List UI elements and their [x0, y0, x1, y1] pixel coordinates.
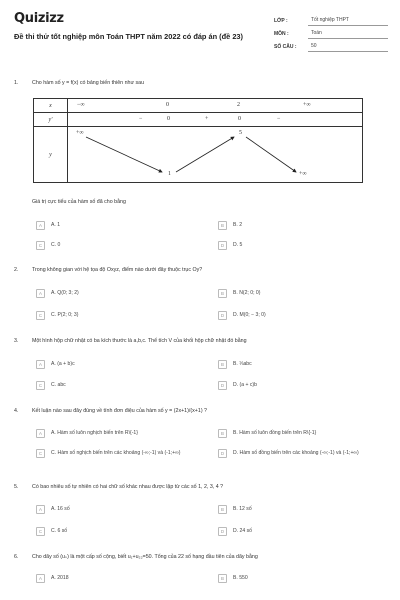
meta-key: SỐ CÂU : [274, 44, 297, 50]
option-text: B. N(2; 0; 0) [233, 290, 261, 296]
yprime-label: y' [34, 113, 68, 127]
option-box: B [218, 429, 227, 438]
option-c[interactable] [36, 242, 60, 250]
option-box: A [36, 360, 45, 369]
option-text: A. 2018 [51, 575, 69, 581]
x-label: x [34, 99, 68, 113]
option-b[interactable] [218, 361, 252, 369]
meta-value: 50 [308, 43, 388, 52]
meta-row-subject [274, 26, 388, 39]
option-c[interactable] [36, 450, 206, 458]
option-text: A. Hàm số luôn nghịch biến trên R\{-1} [51, 430, 138, 436]
meta-key: MÔN : [274, 31, 289, 37]
option-a[interactable] [36, 290, 79, 298]
variation-arrows [68, 127, 365, 184]
question-text: Một hình hộp chữ nhật có ba kích thước là a,b,c. Thể tích V của khối hộp chữ nhật đó bằng [32, 338, 247, 344]
question-text: Cho hàm số y = f(x) có bảng biến thiên như sau [32, 80, 145, 86]
option-box: B [218, 289, 227, 298]
meta-panel [274, 13, 388, 52]
option-a[interactable] [36, 506, 70, 514]
option-text: D. 24 số [233, 528, 252, 534]
option-box: A [36, 429, 45, 438]
arrow-down [86, 137, 162, 172]
option-a[interactable] [36, 361, 75, 369]
option-text: B. ⅓abc [233, 361, 252, 367]
quizizz-logo: Quizizz [14, 11, 64, 26]
option-c[interactable] [36, 528, 67, 536]
option-c[interactable] [36, 312, 78, 320]
meta-value: Toán [308, 30, 388, 39]
meta-row-class [274, 13, 388, 26]
y-value: 1 [168, 171, 171, 177]
option-box: D [218, 311, 227, 320]
question-number: 4. [14, 408, 19, 414]
x-value: 2 [237, 102, 240, 108]
option-box: B [218, 505, 227, 514]
meta-key: LỚP : [274, 18, 288, 24]
arrow-up [176, 137, 234, 172]
option-a[interactable] [36, 575, 69, 583]
sign: 0 [167, 116, 170, 122]
option-box: A [36, 289, 45, 298]
option-box: C [36, 527, 45, 536]
option-text: C. abc [51, 382, 66, 388]
option-box: A [36, 221, 45, 230]
option-text: D. (a + c)b [233, 382, 257, 388]
option-box: C [36, 449, 45, 458]
option-text: B. 12 số [233, 506, 252, 512]
sign: − [139, 116, 143, 122]
option-box: D [218, 381, 227, 390]
option-text: C. P(2; 0; 3) [51, 312, 79, 318]
question-number: 5. [14, 484, 19, 490]
sign: + [205, 116, 209, 122]
option-text: C. 6 số [51, 528, 68, 534]
option-text: B. 2 [233, 222, 243, 228]
option-text: A. (a + b)c [51, 361, 75, 367]
option-text: B. 550 [233, 575, 248, 581]
option-b[interactable] [218, 506, 252, 514]
option-box: A [36, 574, 45, 583]
meta-row-count [274, 39, 388, 52]
option-text: C. Hàm số nghịch biến trên các khoảng (-∞;-1) và (-1;+∞) [51, 450, 181, 456]
option-a[interactable] [36, 430, 138, 438]
question-number: 3. [14, 338, 19, 344]
option-text: A. 1 [51, 222, 61, 228]
option-box: B [218, 574, 227, 583]
question-text: Cho dãy số (uₙ) là một cấp số cộng, biết u₁+u₂₂=50. Tổng của 22 số hạng đầu tiên của dãy bằng [32, 554, 258, 560]
option-d[interactable] [218, 312, 266, 320]
question-number: 2. [14, 267, 19, 273]
option-d[interactable] [218, 382, 257, 390]
meta-value: Tốt nghiệp THPT [308, 17, 388, 26]
option-box: C [36, 381, 45, 390]
option-a[interactable] [36, 222, 60, 230]
sign: − [277, 116, 281, 122]
option-box: B [218, 360, 227, 369]
x-value: 0 [166, 102, 169, 108]
sign: 0 [238, 116, 241, 122]
option-box: D [218, 527, 227, 536]
option-box: C [36, 311, 45, 320]
question-number: 6. [14, 554, 19, 560]
y-value: +∞ [76, 130, 84, 136]
option-text: D. M(0; − 3; 0) [233, 312, 266, 318]
x-value: −∞ [77, 102, 85, 108]
option-text: C. 0 [51, 242, 61, 248]
option-b[interactable] [218, 290, 260, 298]
y-label: y [34, 127, 68, 183]
option-text: B. Hàm số luôn đồng biến trên R\{-1} [233, 430, 317, 436]
option-d[interactable] [218, 528, 252, 536]
option-b[interactable] [218, 575, 248, 583]
option-box: C [36, 241, 45, 250]
page-title: Đề thi thử tốt nghiệp môn Toán THPT năm 2022 có đáp án (đề 23) [14, 32, 244, 41]
question-text: Trong không gian với hệ tọa độ Oxyz, điểm nào dưới đây thuộc trục Oy? [32, 267, 203, 273]
option-c[interactable] [36, 382, 66, 390]
y-value: +∞ [299, 171, 307, 177]
option-text: A. 16 số [51, 506, 70, 512]
x-value: +∞ [303, 102, 311, 108]
option-b[interactable] [218, 222, 242, 230]
option-box: B [218, 221, 227, 230]
option-d[interactable] [218, 450, 383, 458]
question-number: 1. [14, 80, 19, 86]
arrow-down [246, 137, 296, 172]
option-d[interactable] [218, 242, 242, 250]
question-text: Kết luận nào sau đây đúng về tính đơn điệu của hàm số y = (2x+1)/(x+1) ? [32, 408, 207, 414]
variation-table [33, 98, 363, 183]
option-text: D. 5 [233, 242, 243, 248]
option-box: A [36, 505, 45, 514]
option-box: D [218, 241, 227, 250]
option-b[interactable] [218, 430, 316, 438]
option-text: D. Hàm số đồng biến trên các khoảng (-∞;-1) và (-1;+∞) [233, 450, 359, 456]
question-text: Có bao nhiêu số tự nhiên có hai chữ số khác nhau được lập từ các số 1, 2, 3, 4 ? [32, 484, 224, 490]
subtext: Giá trị cực tiểu của hàm số đã cho bằng [32, 199, 126, 205]
option-text: A. Q(0; 3; 2) [51, 290, 79, 296]
y-value: 5 [239, 130, 242, 136]
option-box: D [218, 449, 227, 458]
